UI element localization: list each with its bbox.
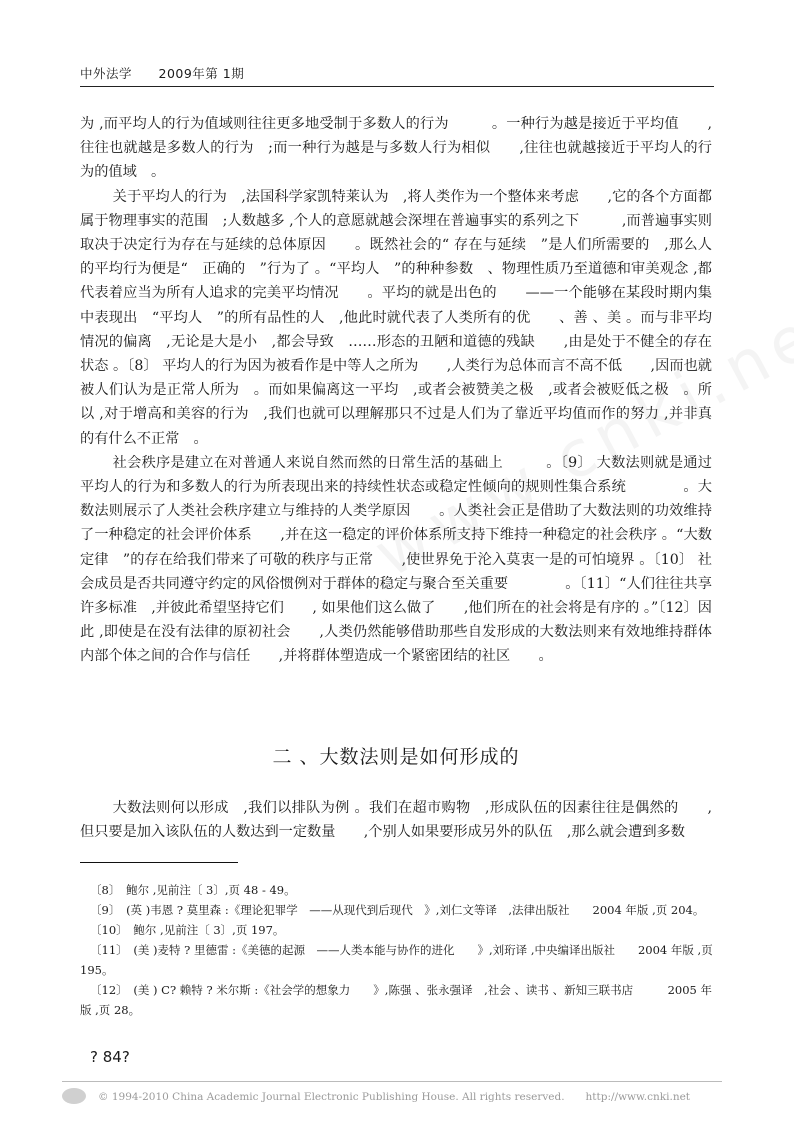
footnote-8: 〔8〕 鲍尔 ,见前注〔 3〕,页 48 - 49。 — [90, 883, 296, 897]
body-text — [80, 112, 712, 669]
footnotes — [80, 880, 714, 1020]
paragraph-2: 关于平均人的行为 ,法国科学家凯特莱认为 ,将人类作为一个整体来考虑 ,它的各个方面都属于物理事实的范围 ;人数越多 ,个人的意愿就越会深埋在普遍事实的系列之下 ,而普遍事实则取决于决定行为存在与延续的总体原因 。既然社会的“ 存在与延续 ”是人们所需要的 ,那么人的平均行为便是“ 正确的 ”行为了 。“平均人 ”的种种参数 、物理性质乃至道德和审美观念 ,都代表着应当为所有人追求的完美平均情况 。平均的就是出色的 ——一个能够在某段时期内集中表现出 “平均人 ”的所有品性的人 ,他此时就代表了人类所有的优 、善 、美 。而与非平均情况的偏离 ,无论是大是小 ,都会导致 ……形态的丑陋和道德的残缺 ,由是处于不健全的存在状态 。〔8〕 平均人的行为因为被看作是中等人之所为 ,人类行为总体而言不高不低 ,因而也就被人们认为是正常人所为 。而如果偏离这一平均 ,或者会被赞美之极 ,或者会被贬低之极 。所以 ,对于增高和美容的行为 ,我们也就可以理解那只不过是人们为了靠近平均值而作的努力 ,并非真的有什么不正常 。 — [80, 188, 712, 447]
footnote-9: 〔9〕 (英 )韦恩 ? 莫里森 :《理论犯罪学 ——从现代到后现代 》,刘仁文等译 ,法律出版社 2004 年版 ,页 204。 — [90, 903, 705, 917]
paragraph-1: 为 ,而平均人的行为值域则往往更多地受制于多数人的行为 。一种行为越是接近于平均值 ,往往也就越是多数人的行为 ;而一种行为越是与多数人行为相似 ,往往也就越接近于平均人的行为的值域 。 — [80, 116, 712, 181]
header-rule — [80, 86, 714, 87]
footnote-11: 〔11〕 (美 )麦特 ? 里德雷 :《美德的起源 ——人类本能与协作的进化 》,刘珩译 ,中央编译出版社 2004 年版 ,页 195。 — [80, 943, 713, 977]
issue-label: 2009年第 1期 — [158, 66, 245, 81]
cnki-logo-icon — [62, 1088, 86, 1104]
page-number: ? 84? — [90, 1048, 130, 1066]
running-header — [80, 64, 244, 82]
section-heading: 二 、大数法则是如何形成的 — [272, 746, 520, 768]
section-paragraph: 大数法则何以形成 ,我们以排队为例 。我们在超市购物 ,形成队伍的因素往往是偶然的 ,但只要是加入该队伍的人数达到一定数量 ,个别人如果要形成另外的队伍 ,那么就会遭到多数 — [80, 800, 712, 841]
paragraph-3: 社会秩序是建立在对普通人来说自然而然的日常生活的基础上 。〔9〕 大数法则就是通过平均人的行为和多数人的行为所表现出来的持续性状态或稳定性倾向的规则性集合系统 。大数法则展示了人类社会秩序建立与维持的人类学原因 。人类社会正是借助了大数法则的功效维持了一种稳定的社会评价体系 ,并在这一稳定的评价体系所支持下维持一种稳定的社会秩序 。“大数定律 ”的存在给我们带来了可敬的秩序与正常 ,使世界免于沦入莫衷一是的可怕境界 。〔10〕 社会成员是否共同遵守约定的风俗惯例对于群体的稳定与聚合至关重要 。〔11〕“人们往往共享许多标准 ,并彼此希望坚持它们 , 如果他们这么做了 ,他们所在的社会将是有序的 。”〔12〕因此 ,即使是在没有法律的原初社会 ,人类仍然能够借助那些自发形成的大数法则来有效地维持群体内部个体之间的合作与信任 ,并将群体塑造成一个紧密团结的社区 。 — [80, 454, 712, 665]
footnote-rule — [80, 862, 238, 863]
journal-name: 中外法学 — [80, 66, 133, 81]
copyright-bar — [62, 1081, 722, 1110]
footnote-12: 〔12〕 (美 ) C? 赖特 ? 米尔斯 :《社会学的想象力 》,陈强 、张永强译 ,社会 、读书 、新知三联书店 2005 年版 ,页 28。 — [80, 983, 712, 1017]
footnote-10: 〔10〕 鲍尔 ,见前注〔 3〕,页 197。 — [90, 923, 285, 937]
copyright-text: © 1994-2010 China Academic Journal Electronic Publishing House. All rights reserved. http://www.cnki.net — [98, 1090, 691, 1103]
section-body — [80, 796, 712, 844]
